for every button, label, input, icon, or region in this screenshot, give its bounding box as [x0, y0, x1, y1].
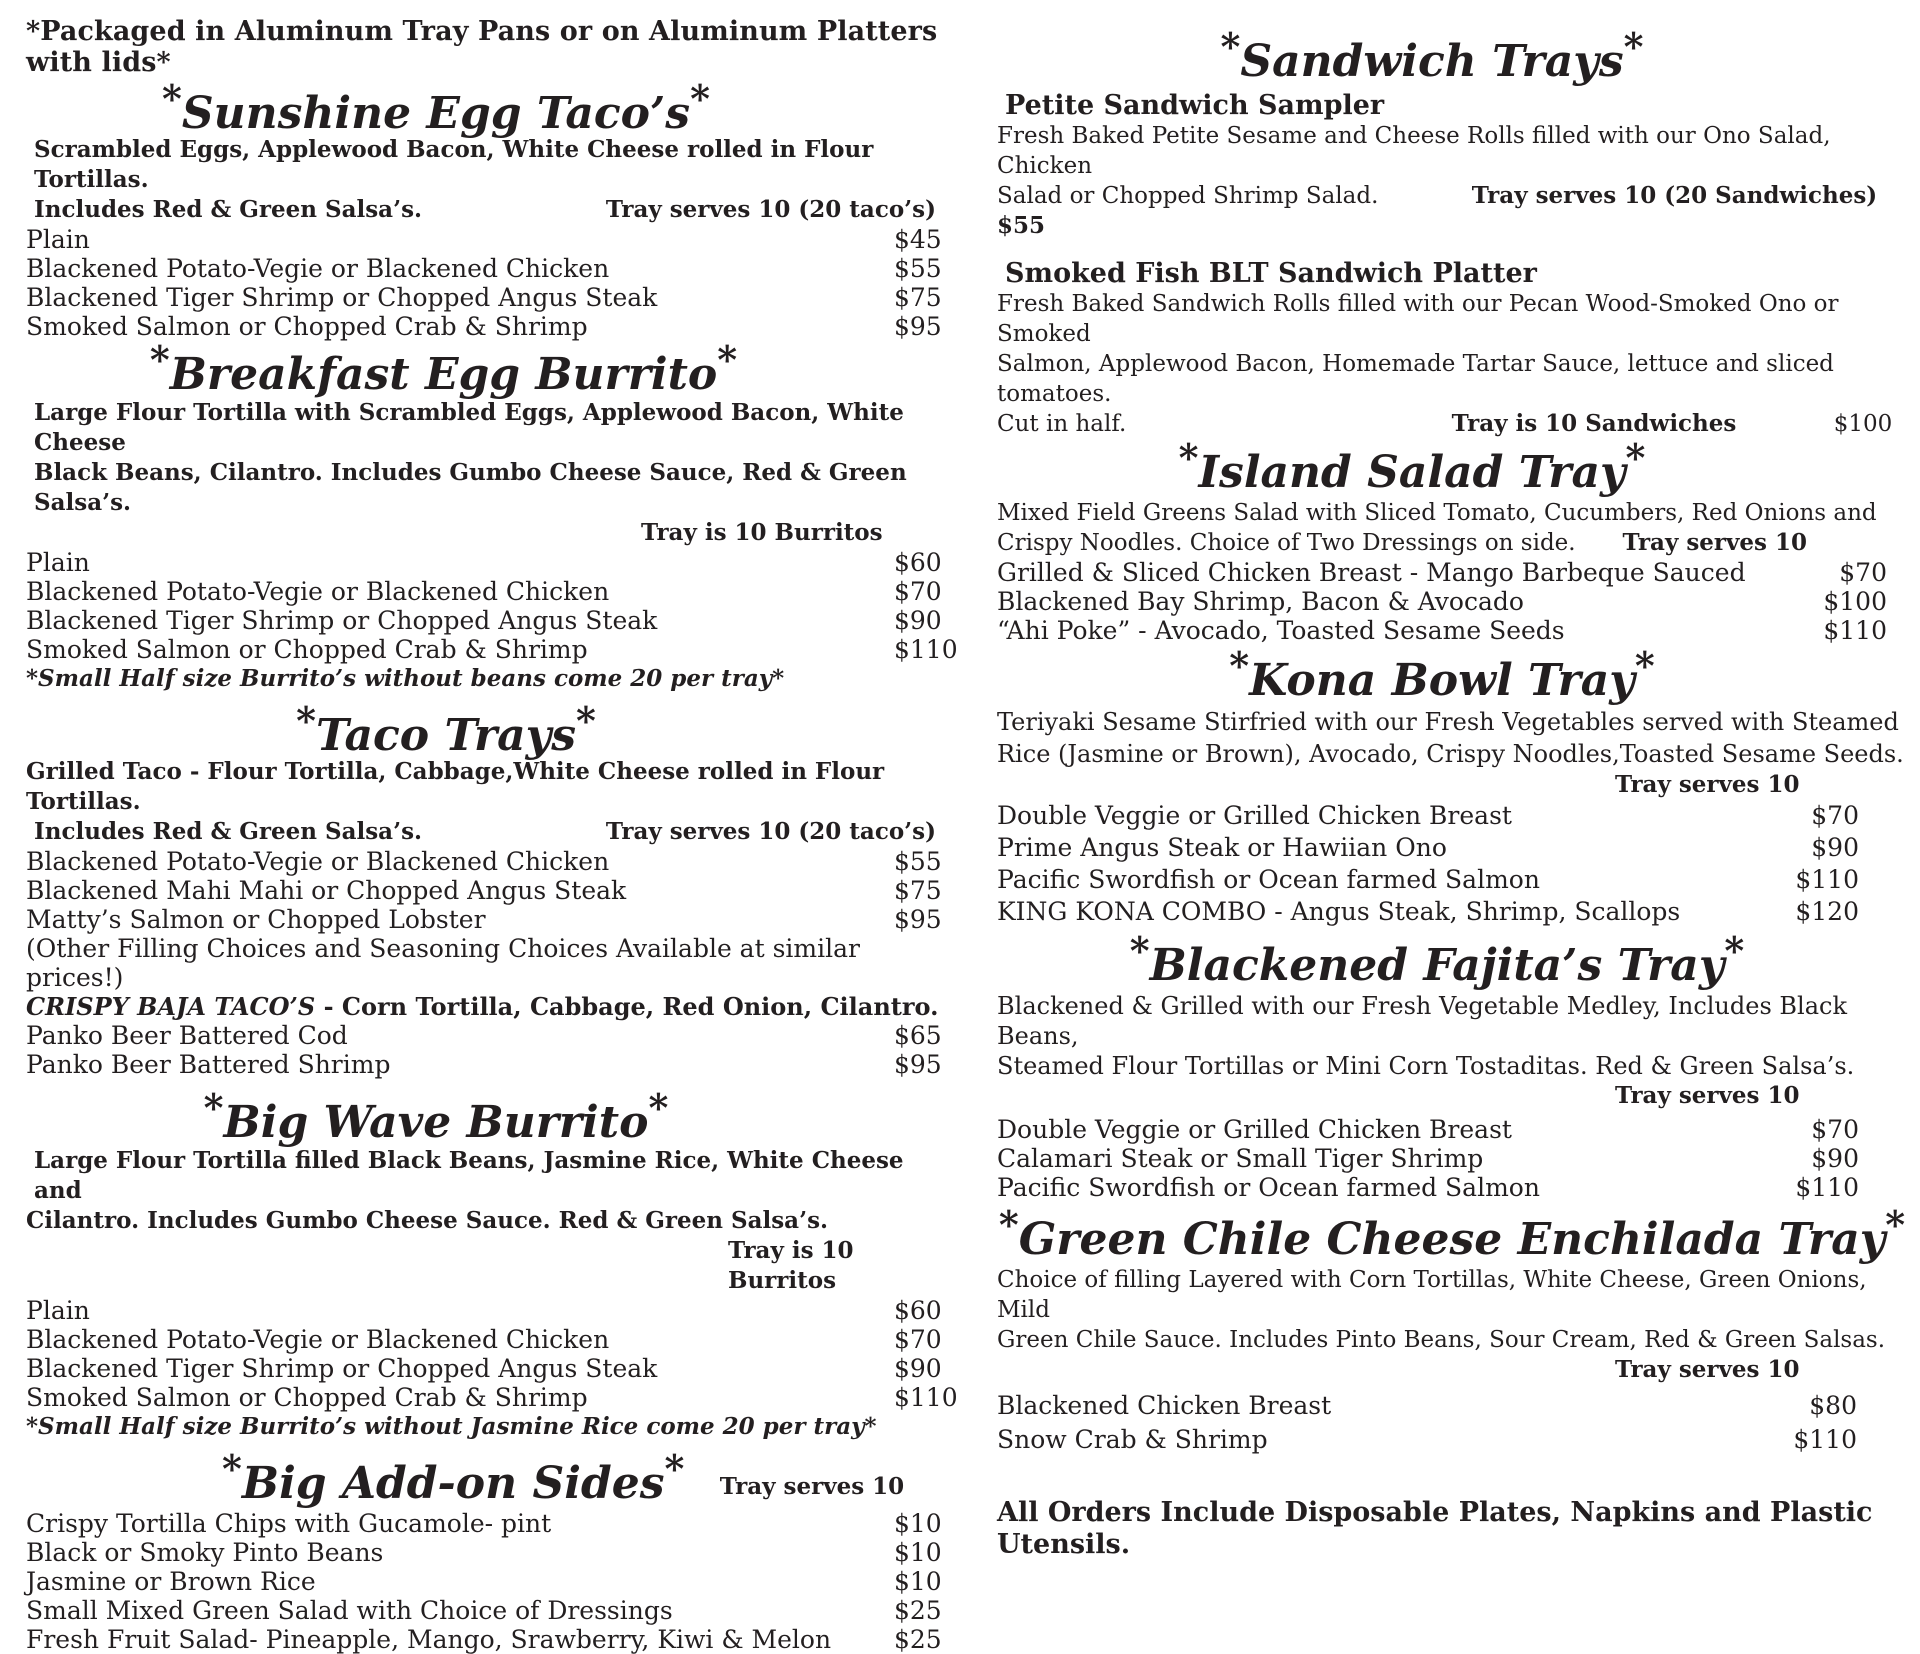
- item-price: $80: [1809, 1391, 1857, 1420]
- item-list: [26, 1296, 956, 1412]
- item-price: $10: [894, 1509, 942, 1538]
- section-description: Rice (Jasmine or Brown), Avocado, Crispy Noodles,Toasted Sesame Seeds.: [997, 740, 1904, 768]
- item-list: [26, 1021, 956, 1079]
- item-name: Blackened Potato-Vegie or Blackened Chicken: [26, 847, 610, 876]
- section-title: *Big Add-on Sides* Tray serves 10: [222, 1446, 905, 1509]
- menu-item: [26, 1538, 956, 1567]
- menu-item: [997, 558, 1887, 587]
- menu-item: [997, 1144, 1859, 1173]
- item-price: $95: [894, 312, 942, 341]
- menu-item: [997, 896, 1859, 928]
- section-title: *Sunshine Egg Taco’s*: [162, 76, 710, 139]
- item-price: $10: [894, 1538, 942, 1567]
- item-list: [26, 225, 956, 341]
- menu-item: [997, 832, 1859, 864]
- serving-info: Tray serves 10: [1622, 529, 1807, 556]
- item-name: Blackened Mahi Mahi or Chopped Angus Steak: [26, 876, 627, 905]
- section-title: *Blackened Fajita’s Tray*: [1129, 928, 1745, 991]
- menu-item: [997, 1115, 1859, 1144]
- item-name: Calamari Steak or Small Tiger Shrimp: [997, 1144, 1484, 1173]
- item-name: Grilled & Sliced Chicken Breast - Mango Barbeque Sauced: [997, 558, 1746, 587]
- menu-item: [26, 905, 956, 934]
- item-price: $95: [894, 905, 942, 934]
- section-description: Scrambled Eggs, Applewood Bacon, White Cheese rolled in Flour Tortillas.: [34, 136, 874, 193]
- section-description: Teriyaki Sesame Stirfried with our Fresh Vegetables served with Steamed: [997, 708, 1899, 736]
- item-price: $70: [894, 577, 942, 606]
- section-kona-bowl-tray: [997, 643, 1907, 928]
- item-list: [997, 1389, 1907, 1457]
- menu-item: [26, 1021, 956, 1050]
- menu-item: [26, 1296, 956, 1325]
- item-price: $70: [894, 1325, 942, 1354]
- section-title: *Green Chile Cheese Enchilada Tray*: [998, 1202, 1906, 1265]
- serving-info: Tray is 10 Burritos: [641, 519, 883, 546]
- right-column: [997, 0, 1907, 1561]
- menu-item: [997, 864, 1859, 896]
- section-green-chile-enchilada-tray: [997, 1202, 1907, 1457]
- menu-item: [997, 1423, 1857, 1457]
- menu-item: [997, 1173, 1859, 1202]
- item-price: $100: [1823, 587, 1887, 616]
- serving-info: Tray is 10 Burritos: [728, 1237, 854, 1294]
- item-price: $55: [894, 254, 942, 283]
- item-price: $90: [894, 1354, 942, 1383]
- smoked-fish-description: Fresh Baked Sandwich Rolls filled with our Pecan Wood-Smoked Ono or Smoked: [997, 291, 1839, 347]
- item-name: Pacific Swordfish or Ocean farmed Salmon: [997, 1173, 1540, 1202]
- item-name: Prime Angus Steak or Hawiian Ono: [997, 833, 1447, 862]
- item-list: [997, 1115, 1907, 1202]
- section-big-wave-burrito: [26, 1085, 958, 1442]
- menu-item: [26, 847, 956, 876]
- item-name: Pacific Swordfish or Ocean farmed Salmon: [997, 865, 1540, 894]
- serving-info: Tray serves 10 (20 taco’s): [605, 818, 936, 845]
- menu-item: [26, 606, 956, 635]
- item-price: $10: [894, 1567, 942, 1596]
- item-price: $25: [894, 1596, 942, 1625]
- item-name: Plain: [26, 548, 90, 577]
- section-sandwich-trays: [997, 24, 1907, 439]
- footnote: *Small Half size Burrito’s without beans come 20 per tray*: [26, 665, 785, 692]
- item-name: Blackened Potato-Vegie or Blackened Chicken: [26, 1325, 610, 1354]
- menu-item: [26, 635, 956, 664]
- item-price: $110: [894, 635, 958, 664]
- item-price: $45: [894, 225, 942, 254]
- item-price: $60: [894, 548, 942, 577]
- section-description: Blackened & Grilled with our Fresh Vegetable Medley, Includes Black Beans,: [997, 992, 1848, 1050]
- item-name: Blackened Chicken Breast: [997, 1391, 1332, 1420]
- section-description: Large Flour Tortilla with Scrambled Eggs, Applewood Bacon, White Cheese: [34, 399, 904, 456]
- crispy-baja-heading: CRISPY BAJA TACO’S - Corn Tortilla, Cabbage, Red Onion, Cilantro.: [26, 992, 939, 1021]
- serving-info: Tray serves 10: [1615, 1356, 1800, 1383]
- item-price: $75: [894, 876, 942, 905]
- menu-item: [26, 548, 956, 577]
- section-title: *Big Wave Burrito*: [203, 1085, 669, 1148]
- menu-item: [26, 876, 956, 905]
- item-list: [997, 800, 1907, 928]
- price: $55: [997, 212, 1046, 239]
- section-description: Crispy Noodles. Choice of Two Dressings on side. Tray serves 10: [997, 528, 1907, 558]
- menu-item: [997, 616, 1887, 645]
- item-name: Blackened Potato-Vegie or Blackened Chicken: [26, 577, 610, 606]
- section-description: Steamed Flour Tortillas or Mini Corn Tostaditas. Red & Green Salsa’s.: [997, 1052, 1855, 1080]
- menu-item: [26, 1383, 956, 1412]
- menu-item: [26, 254, 956, 283]
- item-name: Smoked Salmon or Chopped Crab & Shrimp: [26, 635, 588, 664]
- item-price: $55: [894, 847, 942, 876]
- section-sunshine-egg-tacos: [26, 76, 956, 341]
- item-list: [26, 1509, 956, 1654]
- item-name: Double Veggie or Grilled Chicken Breast: [997, 801, 1512, 830]
- section-description: Includes Red & Green Salsa’s. Tray serves 10 (20 taco’s): [26, 195, 956, 225]
- section-taco-trays: [26, 698, 956, 1079]
- serving-info: Tray serves 10 (20 Sandwiches): [1471, 182, 1878, 209]
- item-price: $25: [894, 1625, 942, 1654]
- item-price: $110: [1823, 616, 1887, 645]
- menu-item: [997, 800, 1859, 832]
- item-name: Panko Beer Battered Shrimp: [26, 1050, 391, 1079]
- item-name: Blackened Bay Shrimp, Bacon & Avocado: [997, 587, 1524, 616]
- section-description: Black Beans, Cilantro. Includes Gumbo Cheese Sauce, Red & Green Salsa’s.: [34, 459, 907, 516]
- footnote: *Small Half size Burrito’s without Jasmine Rice come 20 per tray*: [26, 1413, 877, 1440]
- section-blackened-fajitas-tray: [997, 928, 1907, 1202]
- item-price: $110: [1793, 1425, 1857, 1454]
- menu-item: [26, 1596, 956, 1625]
- menu-item: [997, 587, 1887, 616]
- item-name: Blackened Tiger Shrimp or Chopped Angus Steak: [26, 606, 658, 635]
- serving-info: Tray serves 10: [1615, 771, 1800, 798]
- item-name: Snow Crab & Shrimp: [997, 1425, 1268, 1454]
- item-price: $75: [894, 283, 942, 312]
- packaging-note: *Packaged in Aluminum Tray Pans or on Aluminum Platters with lids*: [26, 16, 938, 78]
- smoked-fish-description: Salmon, Applewood Bacon, Homemade Tartar Sauce, lettuce and sliced tomatoes.: [997, 351, 1834, 407]
- menu-item: [26, 1354, 956, 1383]
- section-description: Mixed Field Greens Salad with Sliced Tomato, Cucumbers, Red Onions and: [997, 500, 1877, 526]
- menu-item: [26, 283, 956, 312]
- section-title: *Island Salad Tray*: [1178, 435, 1646, 498]
- menu-item: [26, 1567, 956, 1596]
- menu-item: [26, 1050, 956, 1079]
- smoked-fish-description: Cut in half. Tray is 10 Sandwiches $100: [997, 410, 1893, 437]
- section-title: *Sandwich Trays*: [1220, 24, 1644, 87]
- item-price: $70: [1839, 558, 1887, 587]
- item-price: $120: [1795, 897, 1859, 926]
- menu-item: [26, 225, 956, 254]
- item-name: Jasmine or Brown Rice: [26, 1567, 316, 1596]
- menu-item: [26, 577, 956, 606]
- petite-sampler-description: Fresh Baked Petite Sesame and Cheese Rolls filled with our Ono Salad, Chicken: [997, 123, 1831, 179]
- petite-sampler-heading: Petite Sandwich Sampler: [1005, 90, 1385, 121]
- section-title: *Breakfast Egg Burrito*: [149, 337, 738, 400]
- item-name: Plain: [26, 1296, 90, 1325]
- item-price: $95: [894, 1050, 942, 1079]
- item-list: [26, 847, 956, 934]
- item-name: Double Veggie or Grilled Chicken Breast: [997, 1115, 1512, 1144]
- section-description: Cilantro. Includes Gumbo Cheese Sauce. Red & Green Salsa’s.: [26, 1207, 829, 1234]
- item-name: Matty’s Salmon or Chopped Lobster: [26, 905, 486, 934]
- item-price: $110: [1795, 865, 1859, 894]
- item-name: Blackened Potato-Vegie or Blackened Chicken: [26, 254, 610, 283]
- serving-info: Tray serves 10: [719, 1472, 905, 1500]
- section-island-salad-tray: [997, 435, 1907, 645]
- orders-include-note: All Orders Include Disposable Plates, Napkins and Plastic Utensils.: [997, 1497, 1873, 1560]
- section-description: Large Flour Tortilla filled Black Beans, Jasmine Rice, White Cheese and: [34, 1147, 904, 1204]
- item-price: $70: [1811, 1115, 1859, 1144]
- petite-sampler-description: Salad or Chopped Shrimp Salad. Tray serves 10 (20 Sandwiches) $55: [997, 182, 1878, 239]
- section-description: Choice of filling Layered with Corn Tortillas, White Cheese, Green Onions, Mild: [997, 1267, 1867, 1323]
- item-name: Fresh Fruit Salad- Pineapple, Mango, Srawberry, Kiwi & Melon: [26, 1625, 832, 1654]
- item-name: Blackened Tiger Shrimp or Chopped Angus Steak: [26, 283, 658, 312]
- menu-item: [997, 1389, 1857, 1423]
- item-name: Crispy Tortilla Chips with Gucamole- pint: [26, 1509, 552, 1538]
- item-name: KING KONA COMBO - Angus Steak, Shrimp, Scallops: [997, 897, 1681, 926]
- item-list: [997, 558, 1907, 645]
- section-description: Green Chile Sauce. Includes Pinto Beans, Sour Cream, Red & Green Salsas.: [997, 1327, 1886, 1353]
- other-fillings-note: (Other Filling Choices and Seasoning Choices Available at similar prices!): [26, 934, 860, 992]
- item-name: Plain: [26, 225, 90, 254]
- section-breakfast-egg-burrito: [26, 337, 958, 694]
- item-price: $90: [1811, 833, 1859, 862]
- menu-item: [26, 1625, 956, 1654]
- serving-info: Tray is 10 Sandwiches: [1451, 410, 1737, 437]
- section-title: *Taco Trays*: [296, 698, 596, 761]
- item-name: Panko Beer Battered Cod: [26, 1021, 348, 1050]
- left-column: [26, 0, 956, 1654]
- section-big-add-on-sides: [26, 1446, 956, 1654]
- menu-item: [26, 1509, 956, 1538]
- section-description: Includes Red & Green Salsa’s. Tray serves 10 (20 taco’s): [26, 817, 956, 847]
- section-title: *Kona Bowl Tray*: [1229, 643, 1655, 706]
- item-price: $60: [894, 1296, 942, 1325]
- item-price: $110: [1795, 1173, 1859, 1202]
- item-name: Small Mixed Green Salad with Choice of Dressings: [26, 1596, 673, 1625]
- item-price: $65: [894, 1021, 942, 1050]
- price: $100: [1833, 411, 1893, 437]
- serving-info: Tray serves 10 (20 taco’s): [605, 196, 936, 223]
- item-name: Smoked Salmon or Chopped Crab & Shrimp: [26, 1383, 588, 1412]
- item-price: $90: [894, 606, 942, 635]
- item-name: Black or Smoky Pinto Beans: [26, 1538, 384, 1567]
- item-price: $90: [1811, 1144, 1859, 1173]
- item-name: Blackened Tiger Shrimp or Chopped Angus Steak: [26, 1354, 658, 1383]
- item-price: $70: [1811, 801, 1859, 830]
- section-description: Grilled Taco - Flour Tortilla, Cabbage,White Cheese rolled in Flour Tortillas.: [26, 758, 885, 815]
- item-name: Smoked Salmon or Chopped Crab & Shrimp: [26, 312, 588, 341]
- item-name: “Ahi Poke” - Avocado, Toasted Sesame Seeds: [997, 616, 1565, 645]
- serving-info: Tray serves 10: [1615, 1082, 1800, 1109]
- item-price: $110: [894, 1383, 958, 1412]
- smoked-fish-blt-heading: Smoked Fish BLT Sandwich Platter: [1005, 258, 1537, 289]
- menu-item: [26, 1325, 956, 1354]
- item-list: [26, 548, 956, 664]
